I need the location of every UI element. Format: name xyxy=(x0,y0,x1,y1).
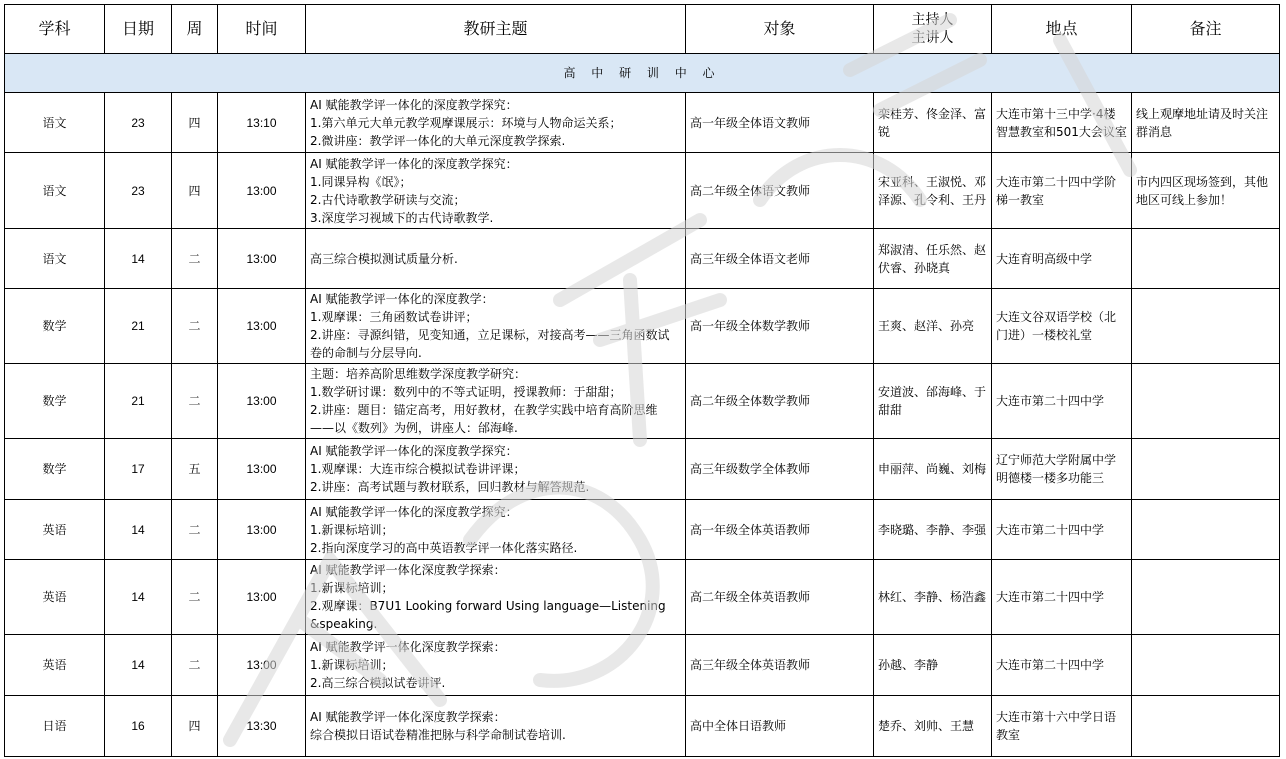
cell-audience: 高二年级全体英语教师 xyxy=(686,560,874,635)
cell-subject: 语文 xyxy=(5,93,105,153)
cell-location: 大连市第二十四中学 xyxy=(992,560,1132,635)
cell-location: 大连育明高级中学 xyxy=(992,229,1132,289)
cell-weekday: 二 xyxy=(172,500,218,560)
header-date: 日期 xyxy=(105,5,172,54)
cell-host: 郑淑清、任乐然、赵伏睿、孙晓真 xyxy=(874,229,992,289)
table-row xyxy=(5,439,1280,500)
header-location: 地点 xyxy=(992,5,1132,54)
header-note: 备注 xyxy=(1132,5,1280,54)
cell-subject: 数学 xyxy=(5,439,105,500)
cell-subject: 数学 xyxy=(5,364,105,439)
schedule-table xyxy=(4,4,1280,757)
cell-location: 大连市第十六中学日语教室 xyxy=(992,696,1132,757)
cell-date: 21 xyxy=(105,364,172,439)
cell-topic: AI 赋能教学评一体化的深度教学探究： 1.新课标培训； 2.指向深度学习的高中英语教学评一体化落实路径. xyxy=(306,500,686,560)
cell-time: 13:00 xyxy=(218,635,306,696)
header-subject: 学科 xyxy=(5,5,105,54)
cell-location: 大连市第二十四中学 xyxy=(992,364,1132,439)
header-weekday: 周 xyxy=(172,5,218,54)
section-row xyxy=(5,54,1280,93)
header-topic: 教研主题 xyxy=(306,5,686,54)
cell-location: 辽宁师范大学附属中学明德楼一楼多功能三 xyxy=(992,439,1132,500)
cell-host: 楚乔、刘帅、王慧 xyxy=(874,696,992,757)
cell-subject: 数学 xyxy=(5,289,105,364)
cell-date: 21 xyxy=(105,289,172,364)
cell-time: 13:00 xyxy=(218,560,306,635)
table-row xyxy=(5,93,1280,153)
cell-time: 13:00 xyxy=(218,364,306,439)
cell-date: 14 xyxy=(105,635,172,696)
cell-audience: 高二年级全体数学教师 xyxy=(686,364,874,439)
cell-host: 宋亚科、王淑悦、邓泽源、孔令利、王丹 xyxy=(874,153,992,229)
table-row xyxy=(5,364,1280,439)
cell-subject: 语文 xyxy=(5,153,105,229)
cell-topic: AI 赋能教学评一体化的深度教学探究： 1.第六单元大单元教学观摩课展示：环境与人物命运关系； 2.微讲座：教学评一体化的大单元深度教学探索. xyxy=(306,93,686,153)
cell-date: 17 xyxy=(105,439,172,500)
cell-weekday: 二 xyxy=(172,289,218,364)
cell-note xyxy=(1132,635,1280,696)
cell-date: 14 xyxy=(105,500,172,560)
cell-time: 13:00 xyxy=(218,153,306,229)
cell-weekday: 四 xyxy=(172,153,218,229)
cell-note xyxy=(1132,364,1280,439)
cell-topic: AI 赋能教学评一体化深度教学探索： 综合模拟日语试卷精准把脉与科学命制试卷培训. xyxy=(306,696,686,757)
cell-date: 16 xyxy=(105,696,172,757)
cell-topic: 主题：培养高阶思维数学深度教学研究： 1.数学研讨课：数列中的不等式证明，授课教师：于甜甜； 2.讲座：题目：锚定高考，用好教材，在教学实践中培育高阶思维——以《数列》为例，讲座人：邰海峰. xyxy=(306,364,686,439)
cell-weekday: 二 xyxy=(172,560,218,635)
cell-note xyxy=(1132,696,1280,757)
table-row xyxy=(5,696,1280,757)
table-row xyxy=(5,635,1280,696)
cell-host: 申丽萍、尚巍、刘梅 xyxy=(874,439,992,500)
cell-date: 23 xyxy=(105,153,172,229)
cell-note: 线上观摩地址请及时关注群消息 xyxy=(1132,93,1280,153)
cell-host: 王爽、赵洋、孙亮 xyxy=(874,289,992,364)
cell-weekday: 四 xyxy=(172,93,218,153)
cell-weekday: 二 xyxy=(172,229,218,289)
cell-audience: 高一年级全体英语教师 xyxy=(686,500,874,560)
cell-subject: 英语 xyxy=(5,500,105,560)
cell-date: 14 xyxy=(105,229,172,289)
cell-audience: 高一年级全体语文教师 xyxy=(686,93,874,153)
cell-time: 13:30 xyxy=(218,696,306,757)
cell-time: 13:00 xyxy=(218,500,306,560)
table-row xyxy=(5,500,1280,560)
cell-note xyxy=(1132,560,1280,635)
cell-subject: 英语 xyxy=(5,635,105,696)
cell-topic: AI 赋能教学评一体化深度教学探索： 1.新课标培训； 2.高三综合模拟试卷讲评. xyxy=(306,635,686,696)
cell-time: 13:00 xyxy=(218,289,306,364)
cell-location: 大连市第二十四中学 xyxy=(992,635,1132,696)
table-row xyxy=(5,153,1280,229)
cell-audience: 高一年级全体数学教师 xyxy=(686,289,874,364)
cell-time: 13:00 xyxy=(218,439,306,500)
cell-audience: 高二年级全体语文教师 xyxy=(686,153,874,229)
cell-weekday: 五 xyxy=(172,439,218,500)
cell-note xyxy=(1132,439,1280,500)
cell-weekday: 四 xyxy=(172,696,218,757)
cell-topic: 高三综合模拟测试质量分析. xyxy=(306,229,686,289)
table-row xyxy=(5,229,1280,289)
cell-location: 大连市第十三中学·4楼智慧教室和501大会议室 xyxy=(992,93,1132,153)
cell-note xyxy=(1132,289,1280,364)
table-row xyxy=(5,560,1280,635)
cell-audience: 高中全体日语教师 xyxy=(686,696,874,757)
cell-weekday: 二 xyxy=(172,635,218,696)
cell-weekday: 二 xyxy=(172,364,218,439)
cell-location: 大连文谷双语学校（北门进）一楼校礼堂 xyxy=(992,289,1132,364)
cell-date: 23 xyxy=(105,93,172,153)
cell-audience: 高三年级全体英语教师 xyxy=(686,635,874,696)
cell-subject: 英语 xyxy=(5,560,105,635)
cell-audience: 高三年级全体语文老师 xyxy=(686,229,874,289)
cell-location: 大连市第二十四中学阶梯一教室 xyxy=(992,153,1132,229)
cell-host: 李晓璐、李静、李强 xyxy=(874,500,992,560)
table-row xyxy=(5,289,1280,364)
cell-note xyxy=(1132,229,1280,289)
cell-location: 大连市第二十四中学 xyxy=(992,500,1132,560)
cell-topic: AI 赋能教学评一体化的深度教学探究： 1.观摩课：大连市综合模拟试卷讲评课； 2.讲座：高考试题与教材联系，回归教材与解答规范. xyxy=(306,439,686,500)
section-title: 高 中 研 训 中 心 xyxy=(5,54,1280,93)
header-audience: 对象 xyxy=(686,5,874,54)
cell-note: 市内四区现场签到，其他地区可线上参加！ xyxy=(1132,153,1280,229)
cell-date: 14 xyxy=(105,560,172,635)
cell-topic: AI 赋能教学评一体化的深度教学： 1.观摩课：三角函数试卷讲评； 2.讲座：寻源纠错，见变知通，立足课标，对接高考——三角函数试卷的命制与分层导向. xyxy=(306,289,686,364)
cell-time: 13:10 xyxy=(218,93,306,153)
cell-note xyxy=(1132,500,1280,560)
cell-host: 栾桂芳、佟金泽、富锐 xyxy=(874,93,992,153)
cell-time: 13:00 xyxy=(218,229,306,289)
cell-topic: AI 赋能教学评一体化深度教学探索： 1.新课标培训； 2.观摩课：B7U1 Looking forward Using language—Listening &speaking. xyxy=(306,560,686,635)
cell-topic: AI 赋能教学评一体化的深度教学探究： 1.同课异构《氓》； 2.古代诗歌教学研读与交流； 3.深度学习视域下的古代诗歌教学. xyxy=(306,153,686,229)
cell-host: 林红、李静、杨浩鑫 xyxy=(874,560,992,635)
header-time: 时间 xyxy=(218,5,306,54)
cell-host: 孙越、李静 xyxy=(874,635,992,696)
header-host: 主持人 主讲人 xyxy=(874,5,992,54)
cell-subject: 语文 xyxy=(5,229,105,289)
header-row xyxy=(5,5,1280,54)
cell-audience: 高三年级数学全体教师 xyxy=(686,439,874,500)
cell-subject: 日语 xyxy=(5,696,105,757)
cell-host: 安道波、邰海峰、于甜甜 xyxy=(874,364,992,439)
